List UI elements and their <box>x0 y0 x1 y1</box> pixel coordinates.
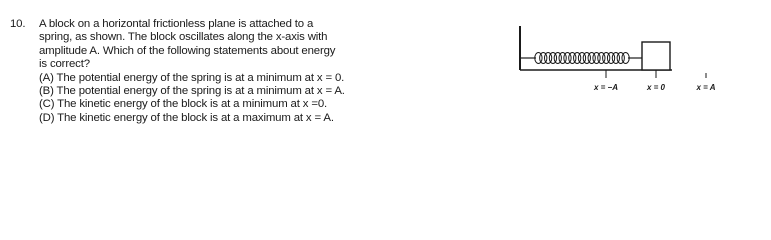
question-stem-line: spring, as shown. The block oscillates along the x-axis with <box>39 31 328 44</box>
option-c: (C) The kinetic energy of the block is at a minimum at x =0. <box>39 98 328 111</box>
question-stem-line: amplitude A. Which of the following statements about energy <box>39 44 336 57</box>
question-stem-line: is correct? <box>39 58 90 71</box>
tick-label-minus-a: x = −A <box>593 83 619 92</box>
spring <box>535 53 629 64</box>
spring-block-figure <box>510 20 750 100</box>
question-stem-line: A block on a horizontal frictionless plane is attached to a <box>39 18 314 30</box>
option-b: (B) The potential energy of the spring is at a minimum at x = A. <box>39 85 345 98</box>
option-a: (A) The potential energy of the spring is at a minimum at x = 0. <box>39 71 345 84</box>
tick-label-zero: x = 0 <box>646 83 666 92</box>
tick-label-plus-a: x = A <box>696 83 716 92</box>
block <box>642 42 670 70</box>
spring-block-diagram <box>510 20 750 100</box>
question-number: 10. <box>10 18 26 30</box>
option-d: (D) The kinetic energy of the block is at a maximum at x = A. <box>39 111 334 124</box>
question-body <box>39 18 429 125</box>
